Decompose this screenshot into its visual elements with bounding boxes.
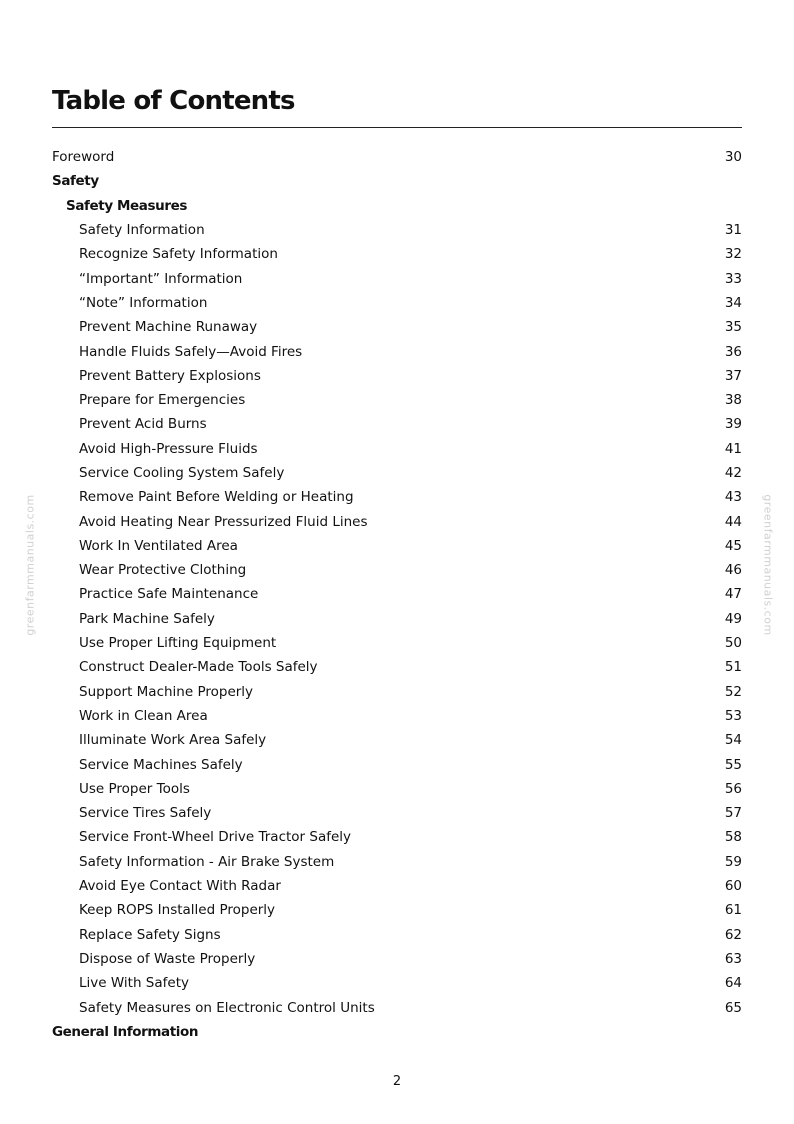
toc-entry[interactable] xyxy=(52,850,742,874)
toc-entry-label: Use Proper Tools xyxy=(79,780,190,797)
toc-entry[interactable] xyxy=(52,874,742,898)
toc-entry-label: Avoid High-Pressure Fluids xyxy=(79,440,258,457)
toc-entry-label: General Information xyxy=(52,1023,199,1040)
toc-entry[interactable] xyxy=(52,631,742,655)
toc-entry-label: Replace Safety Signs xyxy=(79,926,221,943)
toc-entry-label: Prevent Machine Runaway xyxy=(79,319,258,336)
toc-entry-page: 59 xyxy=(724,853,742,870)
toc-entry-page: 32 xyxy=(724,246,742,263)
toc-entry-page: 64 xyxy=(724,975,742,992)
toc-entry-label: Avoid Heating Near Pressurized Fluid Lines xyxy=(79,513,368,530)
toc-entry-page: 53 xyxy=(724,707,742,724)
toc-entry-label: Support Machine Properly xyxy=(79,683,254,700)
toc-entry-page: 36 xyxy=(724,343,742,360)
toc-entry-page: 37 xyxy=(724,367,742,384)
toc-entry-page: 60 xyxy=(724,878,742,895)
toc-entry-page: 41 xyxy=(724,440,742,457)
toc-entry[interactable] xyxy=(52,388,742,412)
toc-entry[interactable] xyxy=(52,728,742,752)
toc-entry-page: 45 xyxy=(724,537,742,554)
toc-entry-page: 44 xyxy=(724,513,742,530)
toc-entry-page: 31 xyxy=(724,222,742,239)
toc-entry-label: Prepare for Emergencies xyxy=(79,392,246,409)
toc-entry[interactable] xyxy=(52,680,742,704)
toc-entry-page: 50 xyxy=(724,635,742,652)
toc-entry[interactable] xyxy=(52,558,742,582)
toc-entry-page: 52 xyxy=(724,683,742,700)
toc-entry[interactable] xyxy=(52,704,742,728)
toc-entry-label: Construct Dealer-Made Tools Safely xyxy=(79,659,318,676)
toc-entry[interactable] xyxy=(52,995,742,1019)
toc-entry-page: 34 xyxy=(724,294,742,311)
toc-entry-label: Work in Clean Area xyxy=(79,707,208,724)
toc-entry[interactable] xyxy=(52,801,742,825)
toc-entry[interactable] xyxy=(52,971,742,995)
toc-entry[interactable] xyxy=(52,291,742,315)
toc-entry-label: Avoid Eye Contact With Radar xyxy=(79,878,281,895)
toc-entry-label: Dispose of Waste Properly xyxy=(79,950,256,967)
toc-entry-label: Keep ROPS Installed Properly xyxy=(79,902,276,919)
toc-entry[interactable] xyxy=(52,509,742,533)
toc-entry-label: Prevent Acid Burns xyxy=(79,416,207,433)
toc-entry-label: “Note” Information xyxy=(79,294,208,311)
toc-entry[interactable] xyxy=(52,266,742,290)
toc-entry-label: “Important” Information xyxy=(79,270,243,287)
toc-entry[interactable] xyxy=(52,437,742,461)
watermark-right: greenfarmmanuals.com xyxy=(761,494,775,636)
toc-entry[interactable] xyxy=(52,315,742,339)
toc-entry-label: Illuminate Work Area Safely xyxy=(79,732,267,749)
toc-entry-label: Safety xyxy=(52,173,99,190)
toc-entry[interactable] xyxy=(52,534,742,558)
toc-entry-page: 33 xyxy=(724,270,742,287)
toc-entry-label: Service Cooling System Safely xyxy=(79,465,285,481)
toc-entry-label: Service Tires Safely xyxy=(79,805,212,822)
toc-entry[interactable] xyxy=(52,947,742,971)
toc-entry-label: Park Machine Safely xyxy=(79,610,215,627)
toc-entry-page: 56 xyxy=(724,780,742,797)
toc-entry-page: 42 xyxy=(724,465,742,481)
toc-entry[interactable] xyxy=(52,825,742,849)
toc-entry[interactable] xyxy=(52,752,742,776)
toc-entry-page: 61 xyxy=(724,902,742,919)
toc-entry-label: Safety Measures xyxy=(66,197,188,214)
toc-entry-label: Handle Fluids Safely—Avoid Fires xyxy=(79,343,303,360)
toc-entry-page: 35 xyxy=(724,319,742,336)
toc-entry[interactable] xyxy=(52,145,742,169)
toc-entry-page: 63 xyxy=(724,950,742,967)
toc-entry-label: Live With Safety xyxy=(79,975,189,992)
page-title: Table of Contents xyxy=(52,86,295,116)
toc-entry-label: Foreword xyxy=(52,149,115,166)
toc-list xyxy=(52,145,742,1044)
toc-entry[interactable] xyxy=(52,898,742,922)
toc-entry-label: Use Proper Lifting Equipment xyxy=(79,635,277,652)
toc-entry[interactable] xyxy=(52,242,742,266)
toc-entry-label: Safety Information xyxy=(79,222,205,239)
toc-entry[interactable] xyxy=(52,339,742,363)
toc-entry-page: 55 xyxy=(724,756,742,773)
toc-entry-page: 65 xyxy=(724,999,742,1016)
toc-entry[interactable] xyxy=(52,607,742,631)
toc-section-heading[interactable] xyxy=(52,169,742,193)
toc-entry[interactable] xyxy=(52,364,742,388)
toc-entry-page: 43 xyxy=(724,489,742,506)
toc-entry-page: 30 xyxy=(724,149,742,166)
toc-section-heading[interactable] xyxy=(52,194,742,218)
title-divider xyxy=(52,127,742,128)
toc-entry-page: 58 xyxy=(724,829,742,846)
toc-entry-page: 47 xyxy=(724,586,742,603)
toc-entry-page: 46 xyxy=(724,562,742,579)
toc-entry[interactable] xyxy=(52,655,742,679)
toc-entry-page: 54 xyxy=(724,732,742,749)
toc-entry-label: Recognize Safety Information xyxy=(79,246,278,263)
toc-entry[interactable] xyxy=(52,923,742,947)
toc-entry[interactable] xyxy=(52,218,742,242)
toc-entry-page: 38 xyxy=(724,392,742,409)
watermark-left: greenfarmmanuals.com xyxy=(23,494,37,636)
toc-entry-label: Prevent Battery Explosions xyxy=(79,367,261,384)
toc-entry-page: 49 xyxy=(724,610,742,627)
page-number: 2 xyxy=(392,1074,402,1089)
toc-entry-label: Safety Measures on Electronic Control Units xyxy=(79,999,375,1016)
toc-entry-label: Service Front-Wheel Drive Tractor Safely xyxy=(79,829,352,846)
toc-entry-label: Safety Information - Air Brake System xyxy=(79,853,335,870)
toc-entry[interactable] xyxy=(52,412,742,436)
toc-entry-label: Work In Ventilated Area xyxy=(79,537,238,554)
toc-section-heading[interactable] xyxy=(52,1020,742,1044)
toc-entry-label: Service Machines Safely xyxy=(79,756,243,773)
toc-entry-label: Practice Safe Maintenance xyxy=(79,586,259,603)
toc-entry-page: 57 xyxy=(724,805,742,822)
toc-entry-page: 62 xyxy=(724,926,742,943)
toc-entry[interactable] xyxy=(52,461,742,485)
toc-entry[interactable] xyxy=(52,777,742,801)
toc-entry[interactable] xyxy=(52,582,742,606)
toc-entry-page: 51 xyxy=(724,659,742,676)
toc-entry-label: Remove Paint Before Welding or Heating xyxy=(79,489,354,506)
toc-entry-label: Wear Protective Clothing xyxy=(79,562,247,579)
toc-entry[interactable] xyxy=(52,485,742,509)
toc-entry-page: 39 xyxy=(724,416,742,433)
